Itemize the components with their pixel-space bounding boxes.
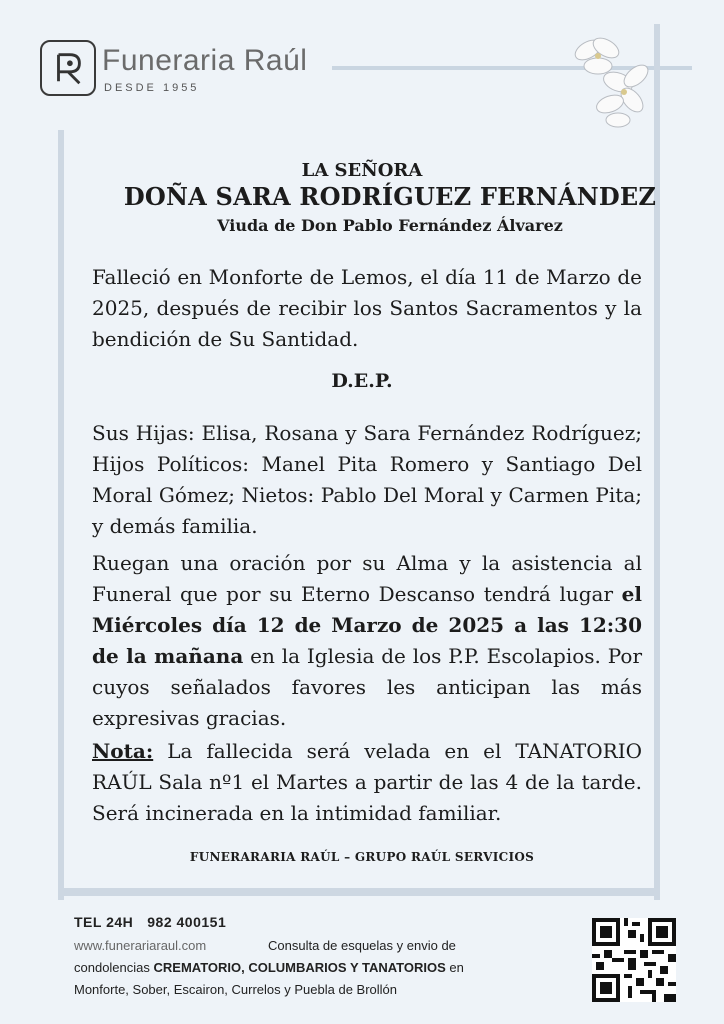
signature: FUNERARARIA RAÚL – GRUPO RAÚL SERVICIOS — [189, 850, 535, 864]
funeral-outro: en la Iglesia de los P.P. Escolapios. Por cuyos señalados favores les anticipan las más expresivas gracias. — [92, 644, 642, 730]
qr-code-icon[interactable] — [592, 918, 676, 1002]
flower-decoration-icon — [548, 30, 658, 130]
tel-label: TEL 24H — [74, 914, 134, 930]
website-link[interactable]: www.funerariaraul.com — [74, 938, 207, 953]
frame-left-border — [58, 130, 64, 900]
funeral-paragraph — [92, 548, 642, 734]
note-text: La fallecida será velada en el TANATORIO RAÚL Sala nº1 el Martes a partir de las 4 de la tarde. Será incinerada en la intimidad familiar. — [92, 739, 642, 825]
footer-locations: Monforte, Sober, Escairon, Currelos y Puebla de Brollón — [74, 982, 398, 997]
title-line: LA SEÑORA — [301, 160, 423, 181]
footer-line3 — [74, 960, 464, 975]
brand-logo — [40, 40, 96, 96]
phone-line — [74, 914, 226, 930]
funeral-date: el Miércoles día 12 de Marzo de 2025 a las 12:30 de la mañana — [92, 582, 642, 668]
note-paragraph — [92, 736, 642, 829]
widow-of: Viuda de Don Pablo Fernández Álvarez — [217, 216, 563, 235]
logo-r-icon — [49, 49, 87, 87]
family-paragraph: Sus Hijas: Elisa, Rosana y Sara Fernández Rodríguez; Hijos Políticos: Manel Pita Romero y Santiago Del Moral Gómez; Nietos: Pablo Del Moral y Carmen Pita; y demás familia. — [92, 421, 642, 538]
footer-line3a: condolencias — [74, 960, 154, 975]
footer-line3c: en — [445, 960, 464, 975]
frame-right-border — [654, 24, 660, 900]
footer-services: CREMATORIO, COLUMBARIOS Y TANATORIOS — [153, 960, 446, 975]
death-paragraph: Falleció en Monforte de Lemos, el día 11 de Marzo de 2025, después de recibir los Santos Sacramentos y la bendición de Su Santidad. — [92, 265, 642, 351]
brand-since: DESDE 1955 — [104, 82, 200, 94]
funeral-intro: Ruegan una oración por su Alma y la asistencia al Funeral que por su Eterno Descanso tendrá lugar — [92, 551, 642, 606]
footer-line2: Consulta de esquelas y envio de — [268, 938, 456, 953]
frame-bottom-border — [58, 888, 660, 896]
tel-number: 982 400151 — [147, 914, 227, 930]
note-label: Nota: — [92, 739, 154, 763]
dep-heading: D.E.P. — [331, 370, 393, 392]
deceased-name: DOÑA SARA RODRÍGUEZ FERNÁNDEZ — [123, 182, 657, 211]
brand-name: Funeraria Raúl — [102, 44, 308, 77]
